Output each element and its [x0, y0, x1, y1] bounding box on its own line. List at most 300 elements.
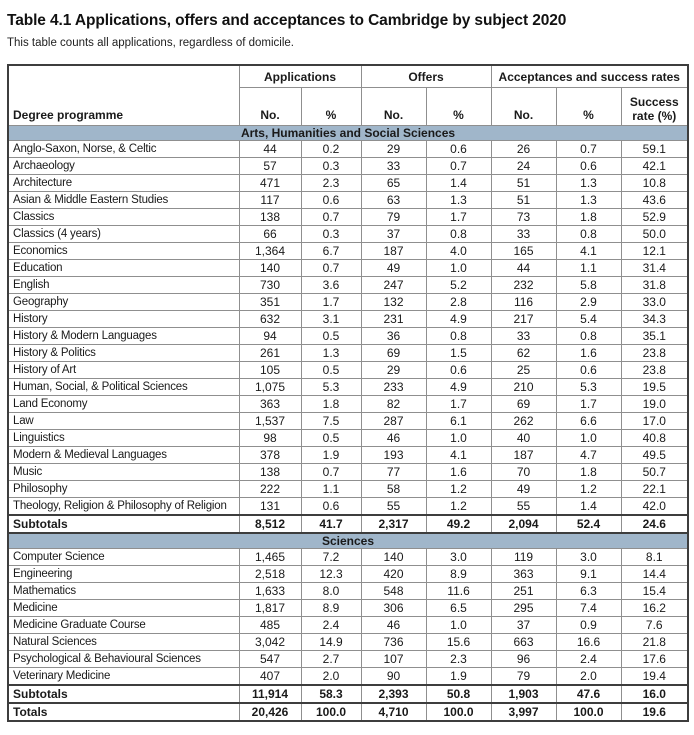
- row-label: Classics (4 years): [8, 226, 239, 243]
- value-cell: 2.3: [301, 175, 361, 192]
- value-cell: 11,914: [239, 685, 301, 703]
- value-cell: 1.0: [426, 617, 491, 634]
- value-cell: 8.1: [621, 549, 688, 566]
- table-row: [8, 600, 688, 617]
- table-row: [8, 311, 688, 328]
- value-cell: 58: [361, 481, 426, 498]
- value-cell: 4.0: [426, 243, 491, 260]
- value-cell: 6.7: [301, 243, 361, 260]
- value-cell: 233: [361, 379, 426, 396]
- value-cell: 117: [239, 192, 301, 209]
- row-label: History & Modern Languages: [8, 328, 239, 345]
- table-row: [8, 209, 688, 226]
- value-cell: 232: [491, 277, 556, 294]
- value-cell: 98: [239, 430, 301, 447]
- value-cell: 0.7: [426, 158, 491, 175]
- value-cell: 3.6: [301, 277, 361, 294]
- value-cell: 6.1: [426, 413, 491, 430]
- row-label: Philosophy: [8, 481, 239, 498]
- value-cell: 1.0: [426, 260, 491, 277]
- value-cell: 0.5: [301, 362, 361, 379]
- value-cell: 1,075: [239, 379, 301, 396]
- value-cell: 2.0: [301, 668, 361, 686]
- value-cell: 1.3: [301, 345, 361, 362]
- row-label: Subtotals: [8, 515, 239, 533]
- value-cell: 1.4: [556, 498, 621, 516]
- value-cell: 261: [239, 345, 301, 362]
- value-cell: 0.6: [426, 362, 491, 379]
- value-cell: 5.3: [556, 379, 621, 396]
- table-row: [8, 294, 688, 311]
- value-cell: 77: [361, 464, 426, 481]
- table-row: [8, 158, 688, 175]
- acceptances-no-header: No.: [491, 88, 556, 126]
- row-label: Medicine: [8, 600, 239, 617]
- value-cell: 3,997: [491, 703, 556, 721]
- value-cell: 0.6: [556, 158, 621, 175]
- value-cell: 6.5: [426, 600, 491, 617]
- value-cell: 0.8: [556, 328, 621, 345]
- value-cell: 35.1: [621, 328, 688, 345]
- value-cell: 29: [361, 362, 426, 379]
- totals-row: [8, 703, 688, 721]
- value-cell: 1.8: [556, 209, 621, 226]
- subtotals-row: [8, 685, 688, 703]
- degree-programme-header: Degree programme: [8, 65, 239, 126]
- value-cell: 119: [491, 549, 556, 566]
- value-cell: 231: [361, 311, 426, 328]
- value-cell: 1,537: [239, 413, 301, 430]
- value-cell: 44: [239, 141, 301, 158]
- value-cell: 9.1: [556, 566, 621, 583]
- value-cell: 40: [491, 430, 556, 447]
- value-cell: 2.3: [426, 651, 491, 668]
- value-cell: 79: [361, 209, 426, 226]
- value-cell: 7.5: [301, 413, 361, 430]
- row-label: Classics: [8, 209, 239, 226]
- value-cell: 0.5: [301, 430, 361, 447]
- value-cell: 138: [239, 464, 301, 481]
- table-row: [8, 481, 688, 498]
- table-row: [8, 192, 688, 209]
- value-cell: 5.8: [556, 277, 621, 294]
- value-cell: 1,633: [239, 583, 301, 600]
- value-cell: 51: [491, 192, 556, 209]
- value-cell: 65: [361, 175, 426, 192]
- value-cell: 132: [361, 294, 426, 311]
- value-cell: 8.9: [426, 566, 491, 583]
- value-cell: 37: [361, 226, 426, 243]
- row-label: Modern & Medieval Languages: [8, 447, 239, 464]
- value-cell: 1,465: [239, 549, 301, 566]
- value-cell: 96: [491, 651, 556, 668]
- value-cell: 33: [361, 158, 426, 175]
- value-cell: 17.0: [621, 413, 688, 430]
- value-cell: 49.5: [621, 447, 688, 464]
- value-cell: 94: [239, 328, 301, 345]
- value-cell: 16.0: [621, 685, 688, 703]
- applications-no-header: No.: [239, 88, 301, 126]
- value-cell: 187: [361, 243, 426, 260]
- section-header-label: Sciences: [8, 533, 688, 549]
- value-cell: 730: [239, 277, 301, 294]
- value-cell: 3.1: [301, 311, 361, 328]
- value-cell: 0.7: [301, 464, 361, 481]
- value-cell: 0.9: [556, 617, 621, 634]
- value-cell: 33: [491, 328, 556, 345]
- value-cell: 363: [491, 566, 556, 583]
- value-cell: 52.4: [556, 515, 621, 533]
- section-header-row: [8, 126, 688, 141]
- value-cell: 69: [491, 396, 556, 413]
- table-row: [8, 396, 688, 413]
- table-row: [8, 549, 688, 566]
- value-cell: 1.7: [426, 396, 491, 413]
- value-cell: 2.0: [556, 668, 621, 686]
- value-cell: 420: [361, 566, 426, 583]
- table-row: [8, 362, 688, 379]
- value-cell: 70: [491, 464, 556, 481]
- value-cell: 15.6: [426, 634, 491, 651]
- section-header-row: [8, 533, 688, 549]
- value-cell: 1.0: [556, 430, 621, 447]
- row-label: Subtotals: [8, 685, 239, 703]
- row-label: Psychological & Behavioural Sciences: [8, 651, 239, 668]
- row-label: Totals: [8, 703, 239, 721]
- value-cell: 44: [491, 260, 556, 277]
- row-label: Theology, Religion & Philosophy of Religion: [8, 498, 239, 516]
- value-cell: 57: [239, 158, 301, 175]
- value-cell: 55: [361, 498, 426, 516]
- table-row: [8, 413, 688, 430]
- value-cell: 295: [491, 600, 556, 617]
- value-cell: 0.7: [556, 141, 621, 158]
- table-row: [8, 651, 688, 668]
- value-cell: 0.3: [301, 226, 361, 243]
- offers-pct-header: %: [426, 88, 491, 126]
- value-cell: 10.8: [621, 175, 688, 192]
- value-cell: 20,426: [239, 703, 301, 721]
- table-row: [8, 566, 688, 583]
- value-cell: 0.2: [301, 141, 361, 158]
- value-cell: 4.1: [556, 243, 621, 260]
- value-cell: 59.1: [621, 141, 688, 158]
- table-row: [8, 345, 688, 362]
- value-cell: 632: [239, 311, 301, 328]
- applications-table: [7, 64, 689, 722]
- value-cell: 4.7: [556, 447, 621, 464]
- value-cell: 0.6: [301, 192, 361, 209]
- table-row: [8, 175, 688, 192]
- row-label: Music: [8, 464, 239, 481]
- value-cell: 1.3: [556, 175, 621, 192]
- value-cell: 262: [491, 413, 556, 430]
- value-cell: 7.2: [301, 549, 361, 566]
- row-label: Human, Social, & Political Sciences: [8, 379, 239, 396]
- value-cell: 2.8: [426, 294, 491, 311]
- value-cell: 22.1: [621, 481, 688, 498]
- value-cell: 79: [491, 668, 556, 686]
- value-cell: 2.4: [556, 651, 621, 668]
- table-body: [8, 126, 688, 722]
- value-cell: 90: [361, 668, 426, 686]
- row-label: Land Economy: [8, 396, 239, 413]
- value-cell: 25: [491, 362, 556, 379]
- section-header-label: Arts, Humanities and Social Sciences: [8, 126, 688, 141]
- row-label: Asian & Middle Eastern Studies: [8, 192, 239, 209]
- table-row: [8, 668, 688, 686]
- value-cell: 50.8: [426, 685, 491, 703]
- value-cell: 50.7: [621, 464, 688, 481]
- value-cell: 0.6: [301, 498, 361, 516]
- value-cell: 1.7: [556, 396, 621, 413]
- value-cell: 62: [491, 345, 556, 362]
- value-cell: 306: [361, 600, 426, 617]
- value-cell: 3.0: [556, 549, 621, 566]
- value-cell: 2.9: [556, 294, 621, 311]
- table-row: [8, 583, 688, 600]
- row-label: Archaeology: [8, 158, 239, 175]
- table-row: [8, 498, 688, 516]
- value-cell: 547: [239, 651, 301, 668]
- table-row: [8, 634, 688, 651]
- value-cell: 4.9: [426, 379, 491, 396]
- row-label: Veterinary Medicine: [8, 668, 239, 686]
- value-cell: 100.0: [426, 703, 491, 721]
- row-label: English: [8, 277, 239, 294]
- value-cell: 46: [361, 430, 426, 447]
- value-cell: 5.4: [556, 311, 621, 328]
- value-cell: 217: [491, 311, 556, 328]
- value-cell: 193: [361, 447, 426, 464]
- value-cell: 1,817: [239, 600, 301, 617]
- value-cell: 287: [361, 413, 426, 430]
- value-cell: 1.9: [301, 447, 361, 464]
- value-cell: 0.6: [556, 362, 621, 379]
- table-row: [8, 260, 688, 277]
- value-cell: 6.6: [556, 413, 621, 430]
- value-cell: 17.6: [621, 651, 688, 668]
- value-cell: 49: [491, 481, 556, 498]
- value-cell: 736: [361, 634, 426, 651]
- value-cell: 19.0: [621, 396, 688, 413]
- value-cell: 1,903: [491, 685, 556, 703]
- value-cell: 33.0: [621, 294, 688, 311]
- value-cell: 49.2: [426, 515, 491, 533]
- value-cell: 2,518: [239, 566, 301, 583]
- row-label: Natural Sciences: [8, 634, 239, 651]
- value-cell: 1.6: [426, 464, 491, 481]
- offers-group-header: Offers: [361, 65, 491, 88]
- value-cell: 11.6: [426, 583, 491, 600]
- value-cell: 31.8: [621, 277, 688, 294]
- value-cell: 187: [491, 447, 556, 464]
- value-cell: 16.6: [556, 634, 621, 651]
- value-cell: 1.1: [556, 260, 621, 277]
- table-header: [8, 65, 688, 126]
- value-cell: 50.0: [621, 226, 688, 243]
- value-cell: 31.4: [621, 260, 688, 277]
- row-label: Geography: [8, 294, 239, 311]
- value-cell: 0.8: [426, 328, 491, 345]
- value-cell: 40.8: [621, 430, 688, 447]
- value-cell: 8,512: [239, 515, 301, 533]
- value-cell: 140: [239, 260, 301, 277]
- value-cell: 485: [239, 617, 301, 634]
- value-cell: 46: [361, 617, 426, 634]
- value-cell: 1.1: [301, 481, 361, 498]
- value-cell: 0.6: [426, 141, 491, 158]
- value-cell: 4.1: [426, 447, 491, 464]
- value-cell: 5.2: [426, 277, 491, 294]
- value-cell: 0.8: [556, 226, 621, 243]
- value-cell: 47.6: [556, 685, 621, 703]
- table-row: [8, 226, 688, 243]
- value-cell: 3.0: [426, 549, 491, 566]
- value-cell: 24: [491, 158, 556, 175]
- value-cell: 107: [361, 651, 426, 668]
- value-cell: 378: [239, 447, 301, 464]
- table-row: [8, 243, 688, 260]
- value-cell: 2,094: [491, 515, 556, 533]
- value-cell: 6.3: [556, 583, 621, 600]
- table-row: [8, 617, 688, 634]
- value-cell: 140: [361, 549, 426, 566]
- applications-group-header: Applications: [239, 65, 361, 88]
- row-label: Medicine Graduate Course: [8, 617, 239, 634]
- value-cell: 165: [491, 243, 556, 260]
- value-cell: 0.5: [301, 328, 361, 345]
- value-cell: 1.8: [301, 396, 361, 413]
- value-cell: 52.9: [621, 209, 688, 226]
- value-cell: 1.5: [426, 345, 491, 362]
- value-cell: 33: [491, 226, 556, 243]
- value-cell: 1.3: [556, 192, 621, 209]
- value-cell: 100.0: [556, 703, 621, 721]
- value-cell: 0.7: [301, 209, 361, 226]
- value-cell: 1,364: [239, 243, 301, 260]
- value-cell: 2,317: [361, 515, 426, 533]
- row-label: Education: [8, 260, 239, 277]
- acceptances-pct-header: %: [556, 88, 621, 126]
- value-cell: 23.8: [621, 345, 688, 362]
- value-cell: 42.0: [621, 498, 688, 516]
- value-cell: 29: [361, 141, 426, 158]
- applications-pct-header: %: [301, 88, 361, 126]
- table-row: [8, 141, 688, 158]
- value-cell: 41.7: [301, 515, 361, 533]
- value-cell: 49: [361, 260, 426, 277]
- row-label: Mathematics: [8, 583, 239, 600]
- table-row: [8, 447, 688, 464]
- row-label: Engineering: [8, 566, 239, 583]
- value-cell: 23.8: [621, 362, 688, 379]
- value-cell: 210: [491, 379, 556, 396]
- value-cell: 2,393: [361, 685, 426, 703]
- row-label: Computer Science: [8, 549, 239, 566]
- row-label: History: [8, 311, 239, 328]
- value-cell: 1.6: [556, 345, 621, 362]
- value-cell: 8.0: [301, 583, 361, 600]
- row-label: History of Art: [8, 362, 239, 379]
- value-cell: 663: [491, 634, 556, 651]
- value-cell: 0.8: [426, 226, 491, 243]
- row-label: History & Politics: [8, 345, 239, 362]
- value-cell: 34.3: [621, 311, 688, 328]
- value-cell: 12.1: [621, 243, 688, 260]
- value-cell: 1.4: [426, 175, 491, 192]
- value-cell: 222: [239, 481, 301, 498]
- value-cell: 0.3: [301, 158, 361, 175]
- value-cell: 247: [361, 277, 426, 294]
- value-cell: 51: [491, 175, 556, 192]
- value-cell: 105: [239, 362, 301, 379]
- value-cell: 73: [491, 209, 556, 226]
- value-cell: 12.3: [301, 566, 361, 583]
- value-cell: 16.2: [621, 600, 688, 617]
- value-cell: 19.5: [621, 379, 688, 396]
- row-label: Architecture: [8, 175, 239, 192]
- value-cell: 251: [491, 583, 556, 600]
- value-cell: 66: [239, 226, 301, 243]
- value-cell: 116: [491, 294, 556, 311]
- value-cell: 4,710: [361, 703, 426, 721]
- value-cell: 8.9: [301, 600, 361, 617]
- value-cell: 14.9: [301, 634, 361, 651]
- value-cell: 55: [491, 498, 556, 516]
- value-cell: 5.3: [301, 379, 361, 396]
- row-label: Linguistics: [8, 430, 239, 447]
- value-cell: 1.7: [426, 209, 491, 226]
- value-cell: 548: [361, 583, 426, 600]
- table-row: [8, 379, 688, 396]
- page-title: Table 4.1 Applications, offers and acceptances to Cambridge by subject 2020: [7, 12, 567, 29]
- value-cell: 42.1: [621, 158, 688, 175]
- value-cell: 1.3: [426, 192, 491, 209]
- page-subtitle: This table counts all applications, regardless of domicile.: [7, 37, 295, 49]
- value-cell: 21.8: [621, 634, 688, 651]
- value-cell: 471: [239, 175, 301, 192]
- value-cell: 1.2: [426, 481, 491, 498]
- value-cell: 26: [491, 141, 556, 158]
- value-cell: 4.9: [426, 311, 491, 328]
- value-cell: 24.6: [621, 515, 688, 533]
- subtotals-row: [8, 515, 688, 533]
- value-cell: 37: [491, 617, 556, 634]
- offers-no-header: No.: [361, 88, 426, 126]
- value-cell: 7.4: [556, 600, 621, 617]
- value-cell: 82: [361, 396, 426, 413]
- value-cell: 43.6: [621, 192, 688, 209]
- acceptances-group-header: Acceptances and success rates: [491, 65, 688, 88]
- value-cell: 36: [361, 328, 426, 345]
- value-cell: 19.6: [621, 703, 688, 721]
- success-rate-header: Success rate (%): [621, 88, 688, 126]
- row-label: Law: [8, 413, 239, 430]
- value-cell: 1.9: [426, 668, 491, 686]
- value-cell: 0.7: [301, 260, 361, 277]
- table-row: [8, 328, 688, 345]
- table-row: [8, 430, 688, 447]
- value-cell: 407: [239, 668, 301, 686]
- value-cell: 14.4: [621, 566, 688, 583]
- value-cell: 58.3: [301, 685, 361, 703]
- row-label: Anglo-Saxon, Norse, & Celtic: [8, 141, 239, 158]
- value-cell: 138: [239, 209, 301, 226]
- value-cell: 69: [361, 345, 426, 362]
- table-row: [8, 464, 688, 481]
- table-row: [8, 277, 688, 294]
